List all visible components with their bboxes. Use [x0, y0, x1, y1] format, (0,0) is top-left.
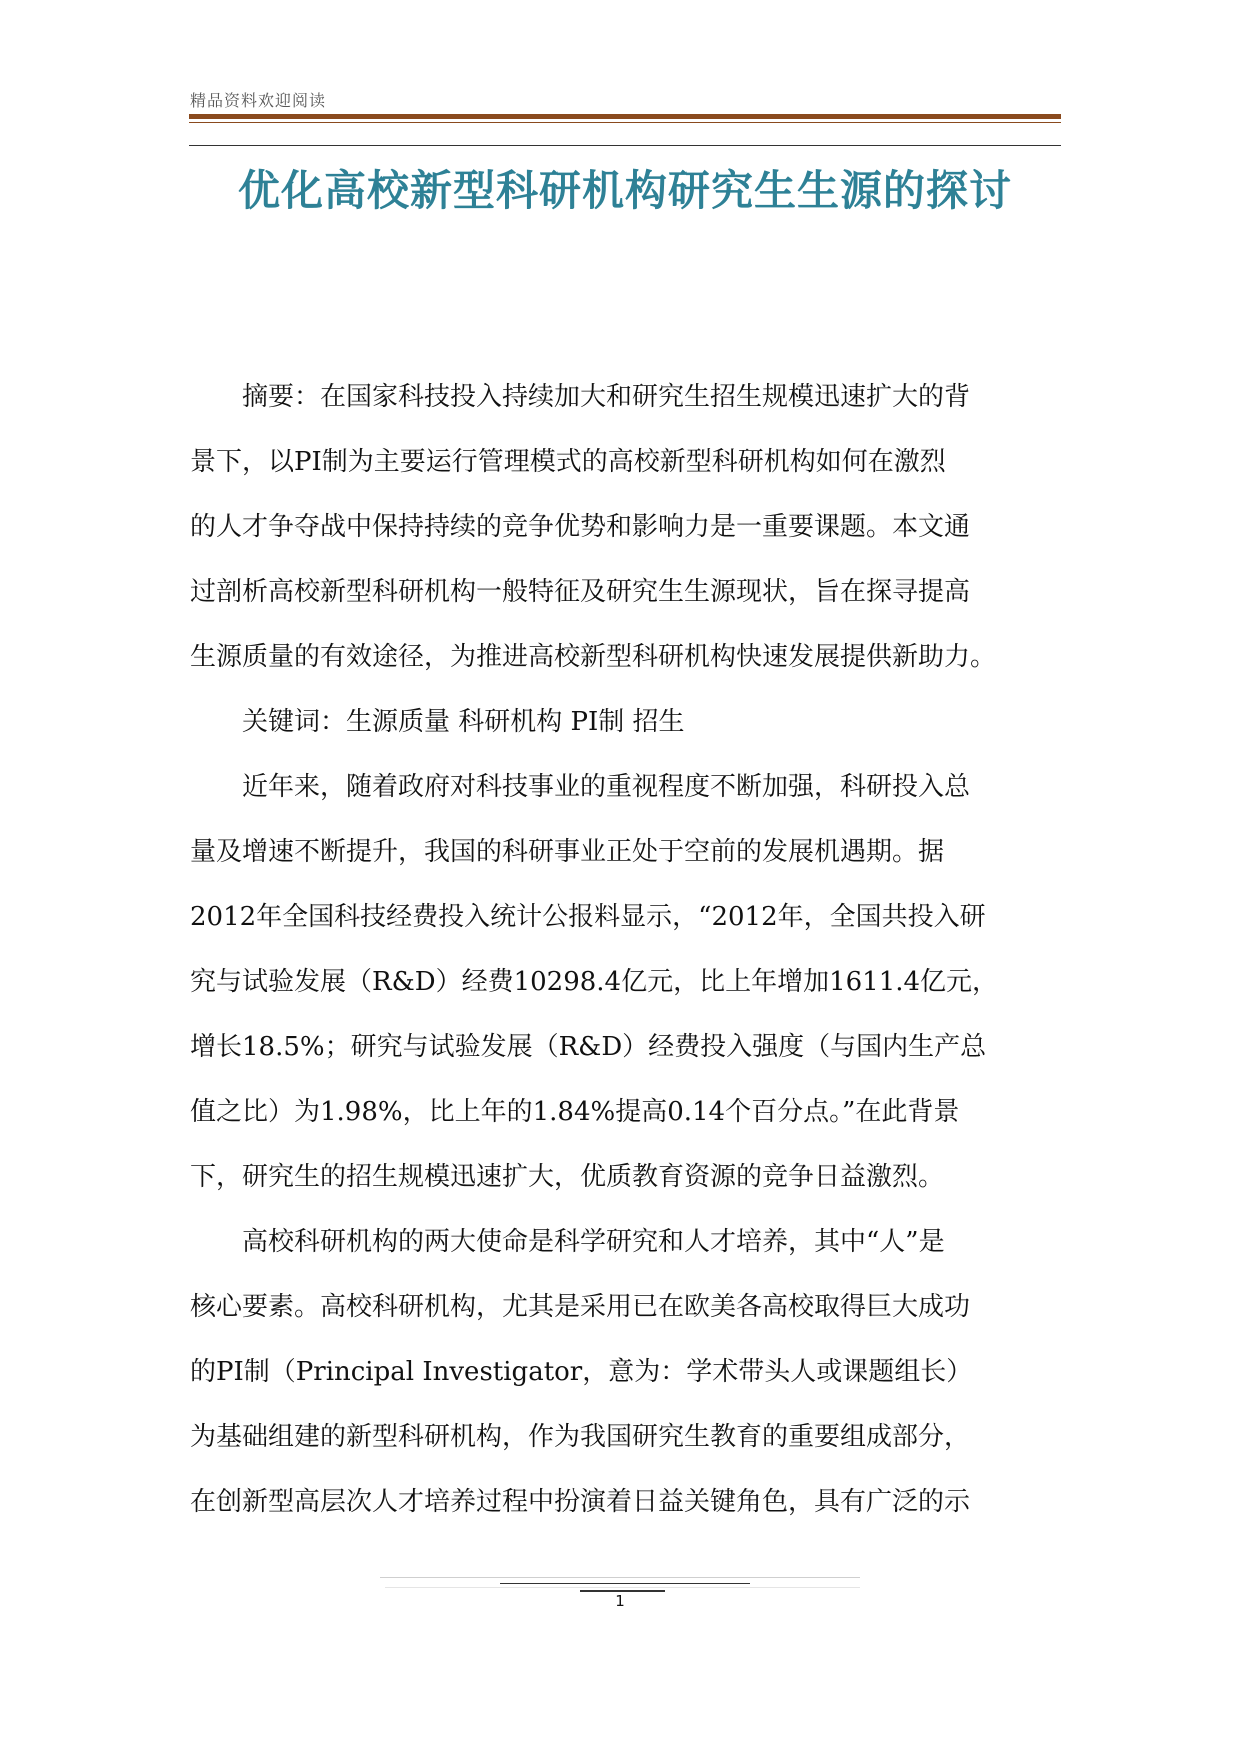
abstract-line: 生源质量的有效途径，为推进高校新型科研机构快速发展提供新助力。 — [190, 642, 997, 672]
abstract-line: 摘要：在国家科技投入持续加大和研究生招生规模迅速扩大的背 — [190, 382, 971, 412]
paragraph-line: 究与试验发展（R&D）经费10298.4亿元，比上年增加1611.4亿元， — [190, 967, 999, 997]
body-paragraph-1 — [190, 755, 1070, 1210]
paragraph-line: 在创新型高层次人才培养过程中扮演着日益关键角色，具有广泛的示 — [190, 1487, 971, 1517]
abstract-line: 景下，以PI制为主要运行管理模式的高校新型科研机构如何在激烈 — [190, 447, 946, 477]
paragraph-line: 下，研究生的招生规模迅速扩大，优质教育资源的竞争日益激烈。 — [190, 1162, 945, 1192]
footer-rule — [380, 1577, 860, 1578]
paragraph-line: 高校科研机构的两大使命是科学研究和人才培养，其中“人”是 — [190, 1227, 945, 1257]
header-rule-thin — [189, 122, 1061, 123]
paragraph-line: 增长18.5%；研究与试验发展（R&D）经费投入强度（与国内生产总 — [190, 1032, 987, 1062]
paragraph-line: 2012年全国科技经费投入统计公报料显示，“2012年，全国共投入研 — [190, 902, 986, 932]
paragraph-line: 近年来，随着政府对科技事业的重视程度不断加强，科研投入总 — [190, 772, 971, 802]
page-number: 1 — [615, 1592, 625, 1610]
document-title: 优化高校新型科研机构研究生生源的探讨 — [237, 166, 1012, 215]
paragraph-line: 为基础组建的新型科研机构，作为我国研究生教育的重要组成部分， — [190, 1422, 971, 1452]
abstract-paragraph — [190, 365, 1070, 690]
footer-rule — [500, 1583, 750, 1584]
keywords-line: 关键词：生源质量 科研机构 PI制 招生 — [190, 707, 685, 737]
running-header: 精品资料欢迎阅读 — [190, 91, 327, 110]
paragraph-line: 的PI制（Principal Investigator，意为：学术带头人或课题组长） — [190, 1357, 973, 1387]
header-rule-bottom — [189, 145, 1061, 146]
paragraph-line: 值之比）为1.98%，比上年的1.84%提高0.14个百分点。”在此背景 — [190, 1097, 960, 1127]
abstract-line: 过剖析高校新型科研机构一般特征及研究生生源现状，旨在探寻提高 — [190, 577, 971, 607]
body-paragraph-2 — [190, 1210, 1070, 1535]
abstract-line: 的人才争夺战中保持持续的竞争优势和影响力是一重要课题。本文通 — [190, 512, 971, 542]
footer-rule — [385, 1587, 860, 1588]
keywords-paragraph — [190, 690, 1070, 755]
paragraph-line: 核心要素。高校科研机构，尤其是采用已在欧美各高校取得巨大成功 — [190, 1292, 971, 1322]
paragraph-line: 量及增速不断提升，我国的科研事业正处于空前的发展机遇期。据 — [190, 837, 945, 867]
header-rule-thick — [189, 114, 1061, 119]
